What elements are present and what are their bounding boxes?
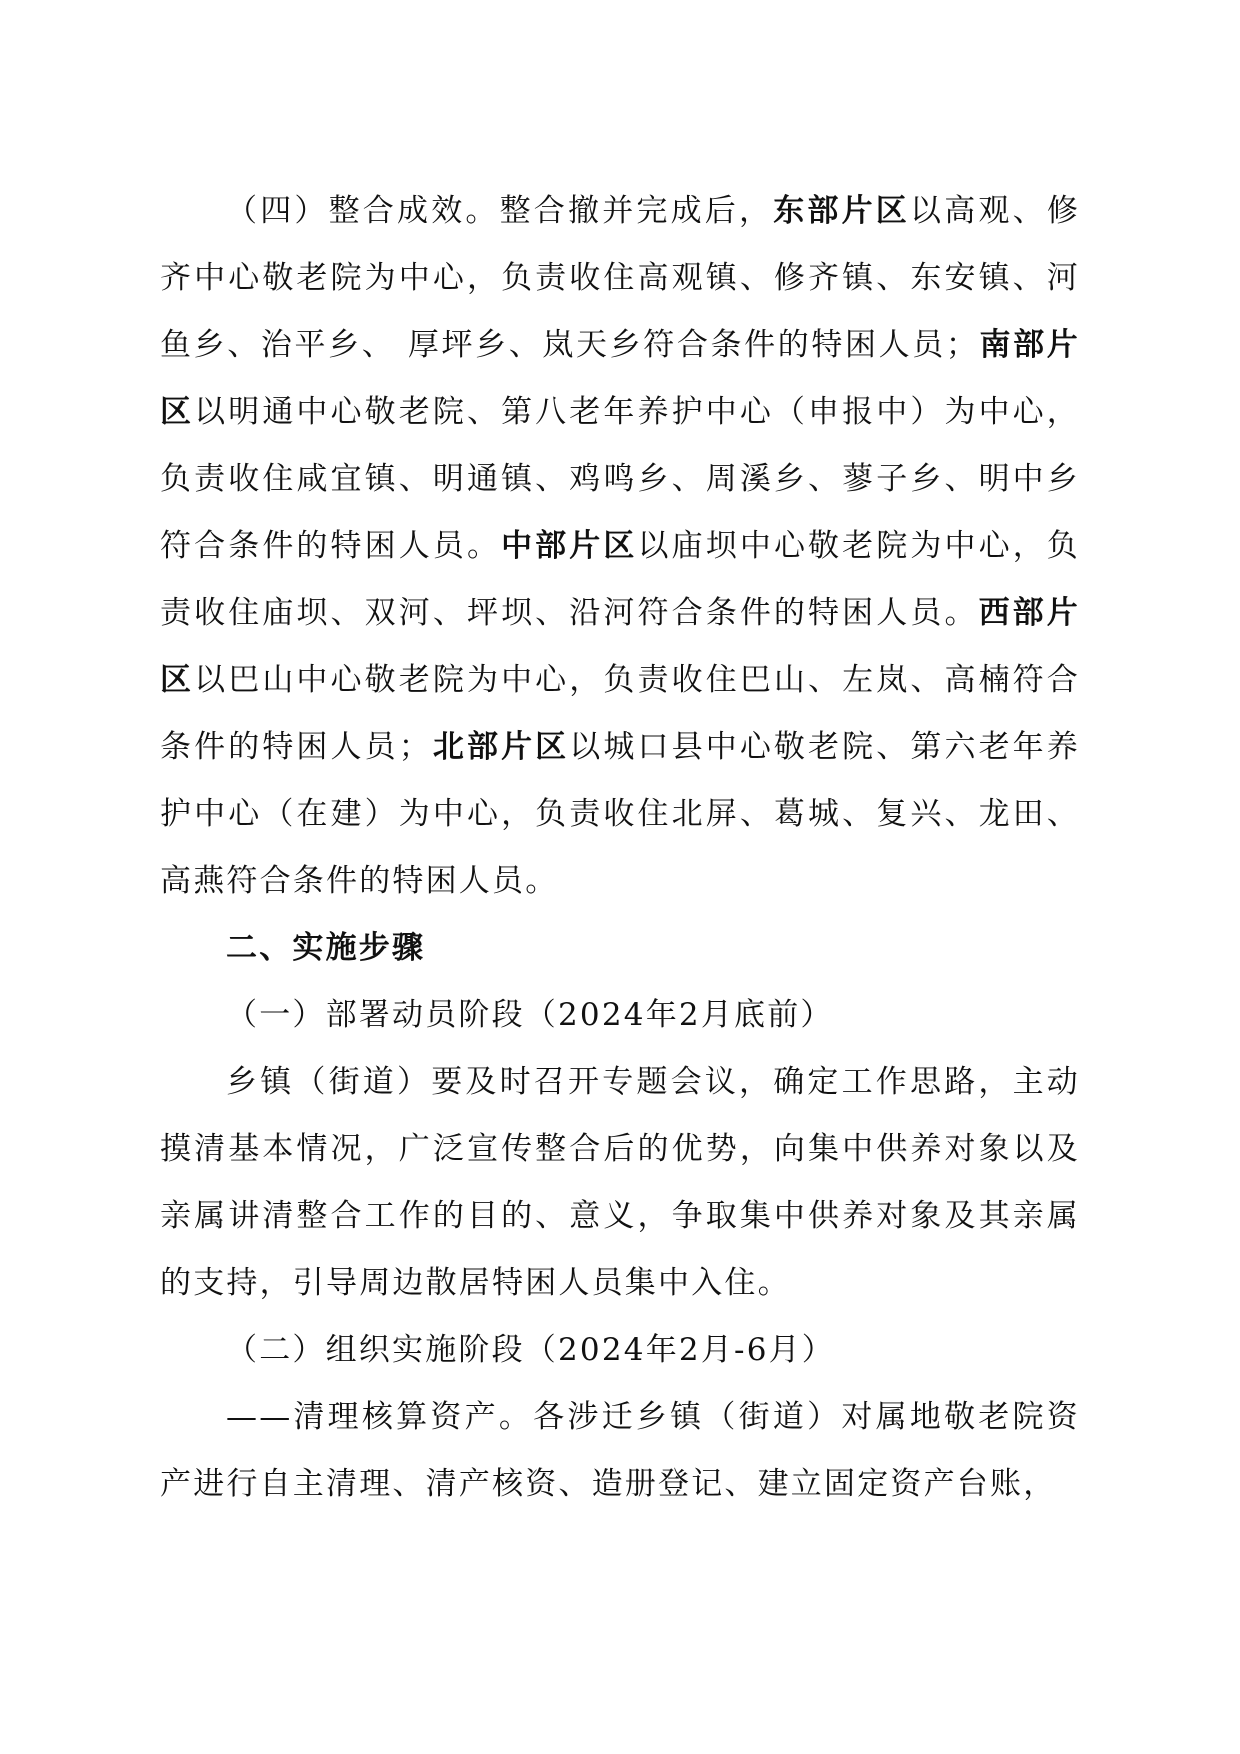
subheading-implementation-stage [160,1317,1080,1384]
section-heading-implementation-steps [160,915,1080,982]
text-run: 以高观、修齐中心敬老院为中心，负责收住高观镇、修齐镇、东安镇、河鱼乡、治平乡、 厚坪乡、岚天乡符合条件的特困人员； [160,193,1081,363]
paragraph-asset-clearing [160,1384,1080,1518]
paragraph-integration-results [160,178,1080,915]
document-page [160,178,1080,1518]
text-run: ——清理核算资产。各涉迁乡镇（街道）对属地敬老院资产进行自主清理、清产核资、造册登记、建立固定资产台账， [160,1399,1080,1502]
text-run: 以城口县中心敬老院、第六老年养护中心（在建）为中心，负责收住北屏、葛城、复兴、龙田、高燕符合条件的特困人员。 [160,729,1080,899]
subheading-text: （一）部署动员阶段（2024年2月底前） [226,997,834,1033]
subheading-text: （二）组织实施阶段（2024年2月-6月） [226,1332,836,1368]
paragraph-mobilization-details [160,1049,1080,1317]
text-run: 以明通中心敬老院、第八老年养护中心（申报中）为中心，负责收住咸宜镇、明通镇、鸡鸣乡、周溪乡、蓼子乡、明中乡符合条件的特困人员。 [160,394,1080,564]
text-run: （四）整合成效。整合撤并完成后， [226,193,774,229]
region-name-north: 北部片区 [431,729,570,765]
region-name-east: 东部片区 [773,193,911,229]
text-run: 以巴山中心敬老院为中心，负责收住巴山、左岚、高楠符合条件的特困人员； [160,662,1080,765]
region-name-south: 南部片区 [160,327,1080,430]
region-name-west: 西部片区 [160,595,1080,698]
subheading-mobilization-stage [160,982,1080,1049]
text-run: 乡镇（街道）要及时召开专题会议，确定工作思路，主动摸清基本情况，广泛宣传整合后的优势，向集中供养对象以及亲属讲清整合工作的目的、意义，争取集中供养对象及其亲属的支持，引导周边散居特困人员集中入住。 [160,1064,1080,1301]
text-run: 以庙坝中心敬老院为中心，负责收住庙坝、双河、坪坝、沿河符合条件的特困人员。 [160,528,1080,631]
heading-text: 二、实施步骤 [226,930,426,966]
region-name-central: 中部片区 [501,528,638,564]
